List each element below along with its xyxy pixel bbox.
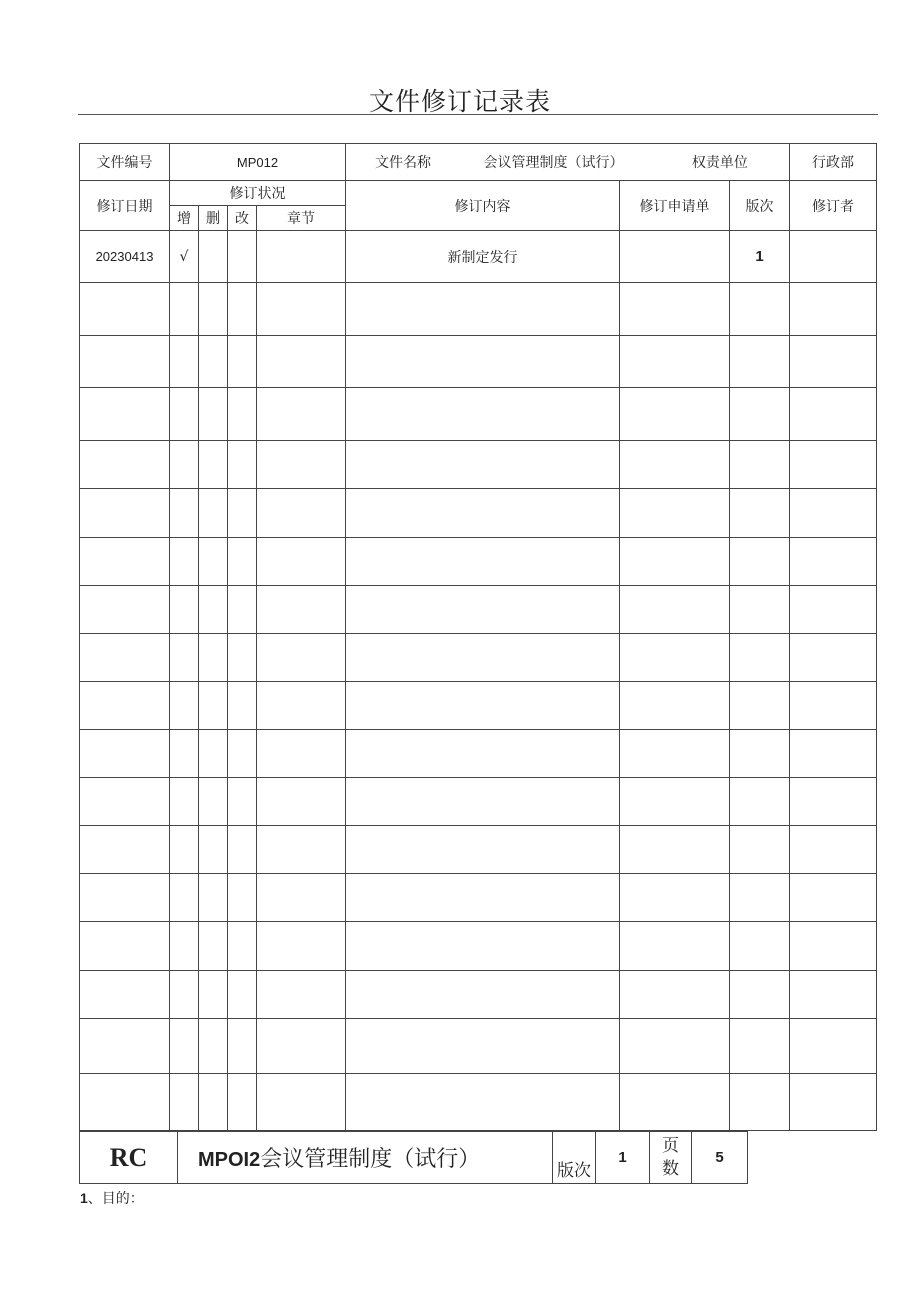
footer-bar	[79, 1131, 748, 1184]
footer-pages-label-bottom: 数	[662, 1158, 679, 1179]
doc-no-value: MP012	[170, 144, 346, 181]
title-divider	[78, 114, 878, 115]
dept-label: 权责单位	[691, 155, 748, 171]
table-row	[80, 922, 877, 971]
doc-no-label: 文件编号	[80, 144, 170, 181]
table-row	[80, 682, 877, 730]
table-row	[80, 231, 877, 283]
table-row	[80, 489, 877, 538]
table-row	[80, 778, 877, 826]
section-heading	[80, 1188, 144, 1208]
row-add: √	[170, 231, 199, 283]
row-version: 1	[730, 231, 790, 283]
table-row	[80, 388, 877, 441]
page-title: 文件修订记录表	[368, 87, 551, 116]
row-reviser	[790, 231, 877, 283]
table-row	[80, 586, 877, 634]
row-delete	[199, 231, 228, 283]
col-request: 修订申请单	[620, 181, 730, 231]
section-text: 、目的：	[87, 1191, 144, 1207]
table-row	[80, 538, 877, 586]
col-reviser: 修订者	[790, 181, 877, 231]
footer-doc-title	[178, 1132, 553, 1184]
col-date: 修订日期	[80, 181, 170, 231]
table-row	[80, 1074, 877, 1131]
section-number: 1	[80, 1190, 88, 1206]
footer-pages-label-top: 页	[662, 1135, 679, 1156]
footer-pages-label	[650, 1132, 692, 1184]
footer-pages-value: 5	[692, 1132, 748, 1184]
col-add: 增	[170, 206, 199, 231]
footer-version-value: 1	[596, 1132, 650, 1184]
header-info-row	[80, 144, 877, 181]
footer-doc-name: 会议管理制度（试行）	[260, 1147, 481, 1172]
company-logo: RC	[80, 1132, 178, 1184]
row-modify	[228, 231, 257, 283]
col-status: 修订状况	[170, 181, 346, 206]
dept-value: 行政部	[790, 144, 877, 181]
table-row	[80, 730, 877, 778]
col-content: 修订内容	[346, 181, 620, 231]
table-row	[80, 336, 877, 388]
table-row	[80, 826, 877, 874]
row-content: 新制定发行	[346, 231, 620, 283]
table-row	[80, 971, 877, 1019]
table-row	[80, 634, 877, 682]
column-header-row-1	[80, 181, 877, 206]
row-request	[620, 231, 730, 283]
doc-name-label: 文件名称	[375, 155, 432, 171]
doc-name-value: 会议管理制度（试行）	[483, 155, 624, 171]
row-chapter	[257, 231, 346, 283]
table-row	[80, 441, 877, 489]
col-version: 版次	[730, 181, 790, 231]
footer-version-label: 版次	[553, 1132, 596, 1184]
footer-doc-code: MPOI2	[198, 1149, 261, 1171]
revision-table	[79, 143, 877, 1131]
col-delete: 删	[199, 206, 228, 231]
row-date: 20230413	[80, 231, 170, 283]
table-row	[80, 874, 877, 922]
col-modify: 改	[228, 206, 257, 231]
table-row	[80, 283, 877, 336]
doc-name-cell	[346, 144, 790, 181]
col-chapter: 章节	[257, 206, 346, 231]
table-row	[80, 1019, 877, 1074]
